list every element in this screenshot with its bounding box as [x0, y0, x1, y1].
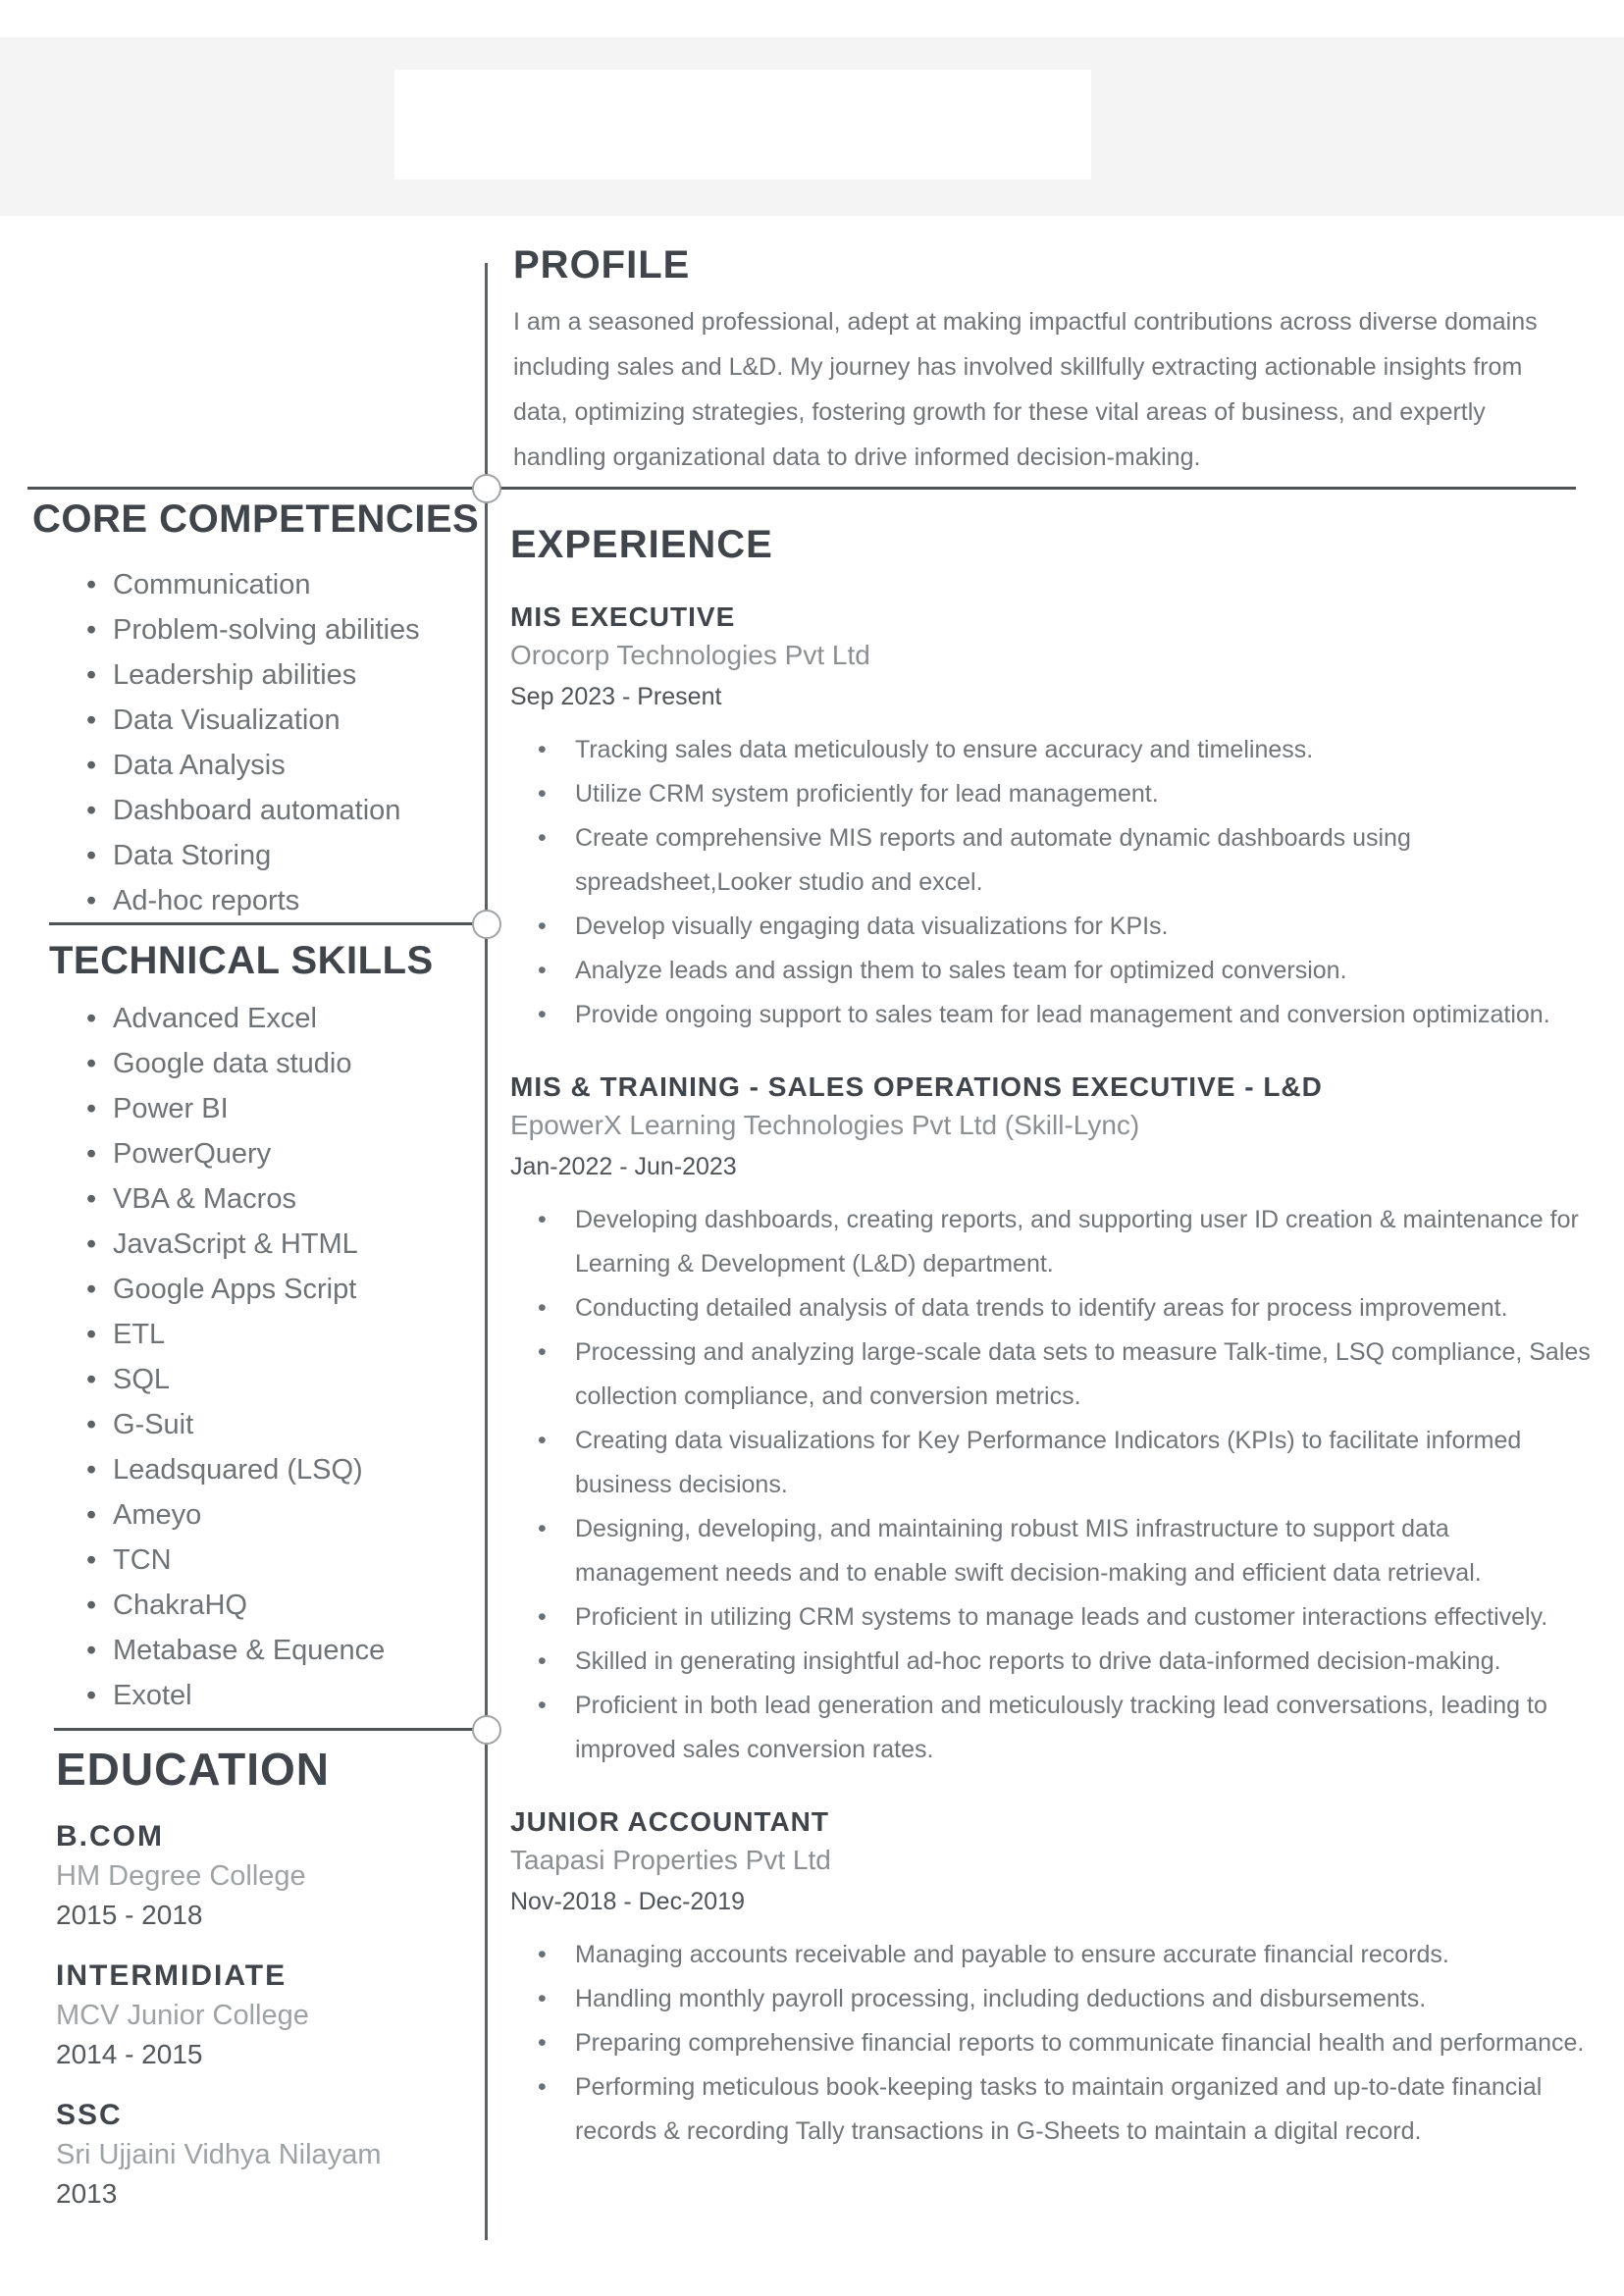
core-competencies-heading: CORE COMPETENCIES: [32, 497, 480, 541]
skill-item: • TCN: [86, 1538, 496, 1583]
job-title: JUNIOR ACCOUNTANT: [510, 1806, 829, 1837]
job-company: EpowerX Learning Technologies Pvt Ltd (Skill-Lync): [510, 1110, 1140, 1140]
bullet-item: • Create comprehensive MIS reports and automate dynamic dashboards using spreadsheet,Looker studio and excel.: [538, 816, 1596, 905]
education-years: 2014 - 2015: [56, 2039, 203, 2069]
degree-label: SSC: [56, 2099, 123, 2131]
bullet-item: • Handling monthly payroll processing, including deductions and disbursements.: [538, 1977, 1596, 2021]
job-entry: [510, 1069, 1590, 1772]
competency-item: • Problem-solving abilities: [86, 607, 494, 652]
technical-skills-section: [49, 937, 496, 1718]
competency-item: • Leadership abilities: [86, 652, 494, 698]
bullet-item: • Creating data visualizations for Key Performance Indicators (KPIs) to facilitate informed business decisions.: [538, 1419, 1596, 1507]
core-competencies-section: [32, 496, 494, 923]
profile-section: [513, 240, 1583, 480]
job-bullets: [538, 1933, 1596, 2154]
job-title: MIS & TRAINING - SALES OPERATIONS EXECUTIVE - L&D: [510, 1071, 1323, 1102]
education-entry: [56, 1957, 488, 2074]
core-competencies-list: [86, 562, 494, 923]
job-entry: [510, 599, 1590, 1037]
degree-label: INTERMIDIATE: [56, 1959, 288, 1992]
bullet-item: • Managing accounts receivable and payable to ensure accurate financial records.: [538, 1933, 1596, 1977]
education-entry: [56, 1817, 488, 1935]
skill-item: • Advanced Excel: [86, 996, 496, 1041]
bullet-item: • Utilize CRM system proficiently for lead management.: [538, 772, 1596, 816]
skill-item: • Metabase & Equence: [86, 1628, 496, 1673]
divider-connector-dot: [472, 910, 501, 939]
bullet-item: • Preparing comprehensive financial reports to communicate financial health and performance.: [538, 2021, 1596, 2065]
technical-skills-list: [86, 996, 496, 1718]
competency-item: • Communication: [86, 562, 494, 607]
divider-connector-dot: [472, 474, 501, 503]
bullet-item: • Develop visually engaging data visualizations for KPIs.: [538, 905, 1596, 949]
divider-connector-dot: [472, 1715, 501, 1745]
bullet-item: • Proficient in utilizing CRM systems to manage leads and customer interactions effectively.: [538, 1595, 1596, 1640]
bullet-item: • Conducting detailed analysis of data trends to identify areas for process improvement.: [538, 1286, 1596, 1331]
profile-heading: PROFILE: [513, 243, 691, 287]
competency-item: • Data Storing: [86, 833, 494, 878]
education-heading: EDUCATION: [56, 1744, 331, 1795]
job-bullets: [538, 1198, 1596, 1772]
experience-section: [510, 522, 1590, 2154]
job-dates: Jan-2022 - Jun-2023: [510, 1153, 737, 1180]
section-rule-top: [27, 487, 1576, 490]
education-section: [56, 1743, 488, 2214]
job-company: Orocorp Technologies Pvt Ltd: [510, 640, 870, 670]
competency-item: • Data Analysis: [86, 743, 494, 788]
education-entry: [56, 2096, 488, 2214]
competency-item: • Ad-hoc reports: [86, 878, 494, 923]
school-name: Sri Ujjaini Vidhya Nilayam: [56, 2139, 382, 2170]
header-band: [0, 37, 1624, 216]
bullet-item: • Performing meticulous book-keeping tasks to maintain organized and up-to-date financial records & recording Tally transactions in G-Sheets to maintain a digital record.: [538, 2065, 1596, 2154]
job-dates: Sep 2023 - Present: [510, 683, 722, 710]
school-name: HM Degree College: [56, 1860, 306, 1892]
skill-item: • SQL: [86, 1357, 496, 1402]
skill-item: • Power BI: [86, 1086, 496, 1131]
experience-heading: EXPERIENCE: [510, 523, 773, 566]
section-rule-education: [54, 1728, 487, 1731]
skill-item: • Ameyo: [86, 1492, 496, 1538]
jobs-list: [510, 599, 1590, 2154]
header-name-placeholder: [394, 70, 1091, 180]
job-entry: [510, 1803, 1590, 2154]
skill-item: • ETL: [86, 1312, 496, 1357]
job-dates: Nov-2018 - Dec-2019: [510, 1888, 746, 1915]
competency-item: • Data Visualization: [86, 698, 494, 743]
bullet-item: • Tracking sales data meticulously to ensure accuracy and timeliness.: [538, 728, 1596, 772]
skill-item: • G-Suit: [86, 1402, 496, 1447]
bullet-item: • Proficient in both lead generation and meticulously tracking lead conversations, leading to improved sales conversion rates.: [538, 1684, 1596, 1772]
skill-item: • Exotel: [86, 1673, 496, 1718]
school-name: MCV Junior College: [56, 2000, 309, 2031]
bullet-item: • Processing and analyzing large-scale data sets to measure Talk-time, LSQ compliance, Sales collection compliance, and conversion metrics.: [538, 1331, 1596, 1419]
bullet-item: • Designing, developing, and maintaining robust MIS infrastructure to support data management needs and to enable swift decision-making and efficient data retrieval.: [538, 1507, 1596, 1595]
competency-item: • Dashboard automation: [86, 788, 494, 833]
education-years: 2015 - 2018: [56, 1900, 203, 1930]
skill-item: • Leadsquared (LSQ): [86, 1447, 496, 1492]
profile-text: I am a seasoned professional, adept at making impactful contributions across diverse domains including sales and L&D. My journey has involved skillfully extracting actionable insights from data, optimizing strategies, fostering growth for these vital areas of business, and expertly handling organizational data to drive informed decision-making.: [513, 308, 1538, 471]
bullet-item: • Provide ongoing support to sales team for lead management and conversion optimization.: [538, 993, 1596, 1037]
degree-label: B.COM: [56, 1820, 164, 1852]
skill-item: • JavaScript & HTML: [86, 1222, 496, 1267]
skill-item: • VBA & Macros: [86, 1176, 496, 1222]
job-title: MIS EXECUTIVE: [510, 601, 736, 632]
bullet-item: • Analyze leads and assign them to sales team for optimized conversion.: [538, 949, 1596, 993]
technical-skills-heading: TECHNICAL SKILLS: [49, 939, 434, 982]
skill-item: • PowerQuery: [86, 1131, 496, 1176]
job-company: Taapasi Properties Pvt Ltd: [510, 1845, 831, 1875]
skill-item: • Google data studio: [86, 1041, 496, 1086]
education-years: 2013: [56, 2178, 118, 2209]
job-bullets: [538, 728, 1596, 1037]
bullet-item: • Developing dashboards, creating reports, and supporting user ID creation & maintenance for Learning & Development (L&D) department.: [538, 1198, 1596, 1286]
education-entries: [56, 1817, 488, 2214]
bullet-item: • Skilled in generating insightful ad-hoc reports to drive data-informed decision-making.: [538, 1640, 1596, 1684]
skill-item: • Google Apps Script: [86, 1267, 496, 1312]
skill-item: • ChakraHQ: [86, 1583, 496, 1628]
